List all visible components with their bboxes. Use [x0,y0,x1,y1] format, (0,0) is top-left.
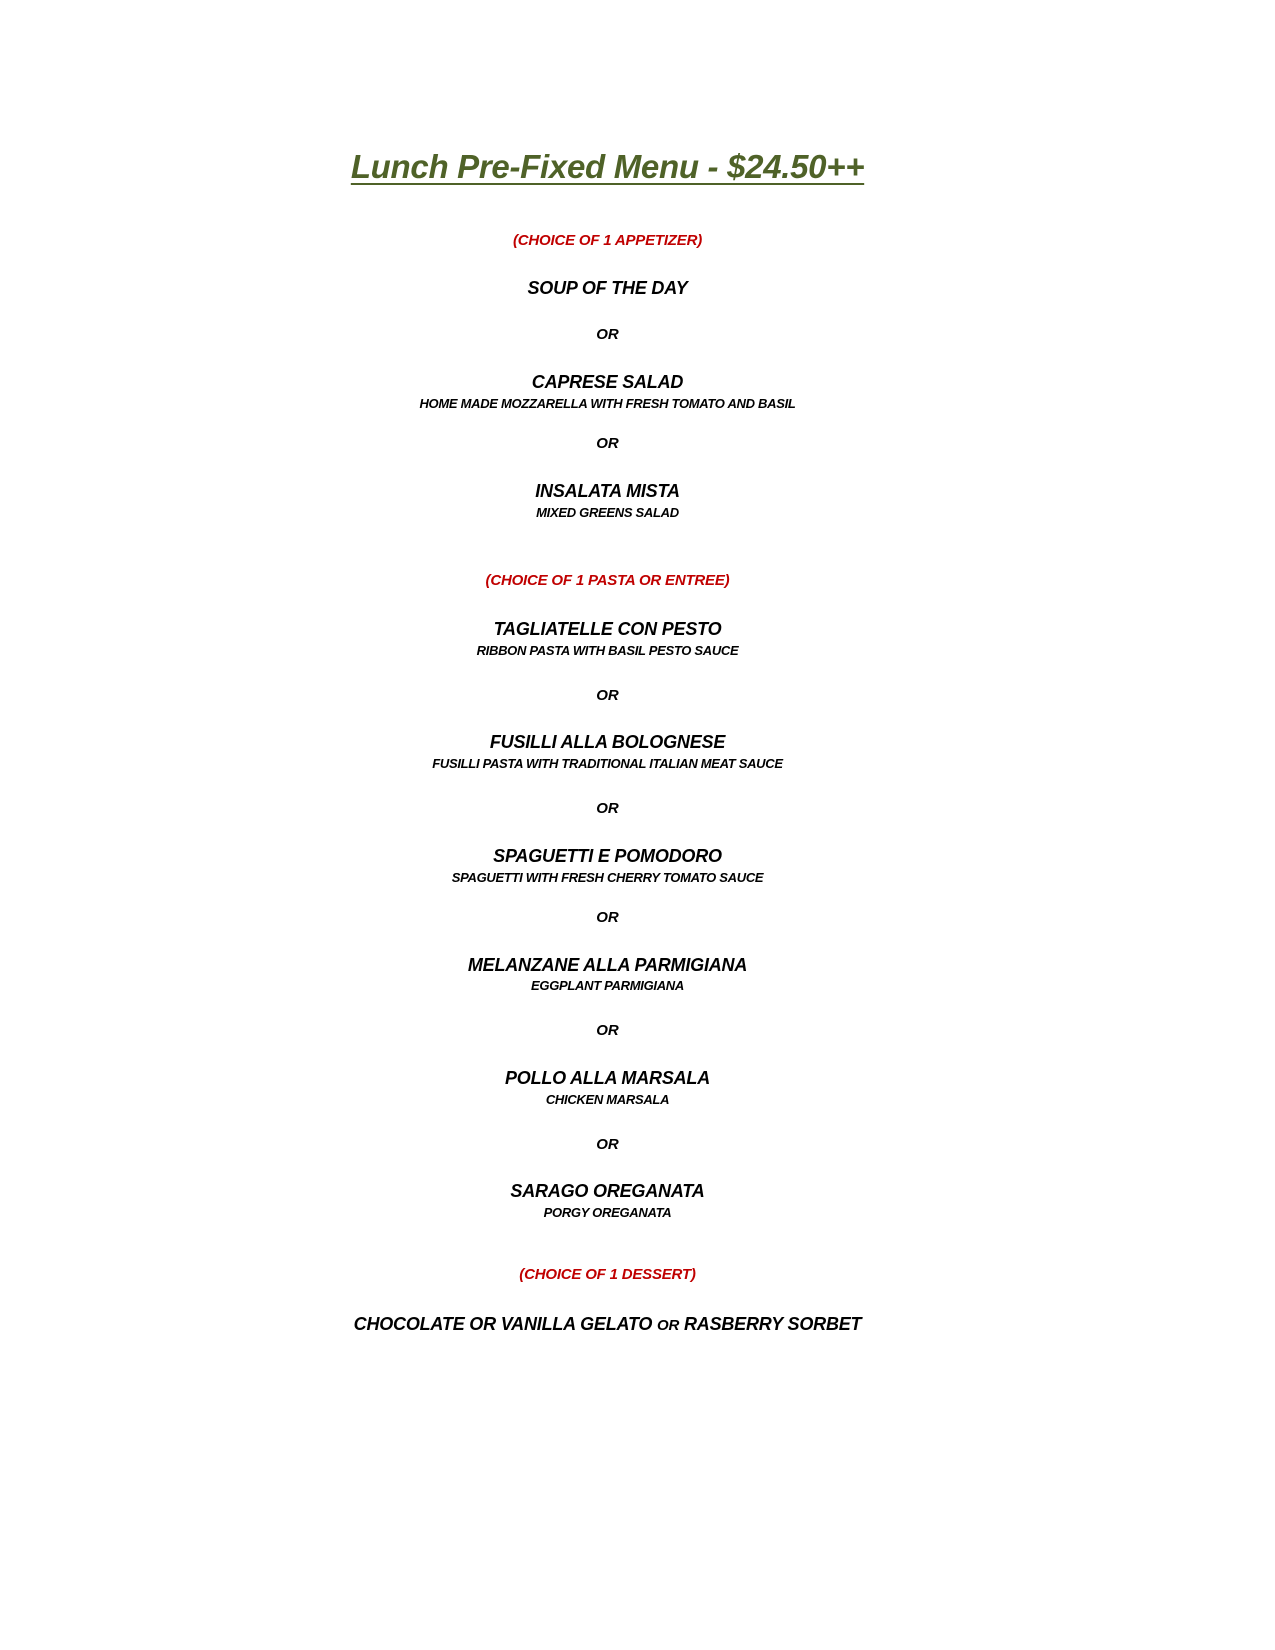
entree-item-name: TAGLIATELLE CON PESTO [493,619,722,639]
entree-item-description: FUSILLI PASTA WITH TRADITIONAL ITALIAN MEAT SAUCE [432,756,783,771]
or-separator: OR [596,909,619,926]
appetizer-item-name: CAPRESE SALAD [531,372,684,392]
entree-item-description: CHICKEN MARSALA [545,1092,670,1107]
or-separator: OR [596,800,619,817]
appetizer-item-name: SOUP OF THE DAY [527,278,688,298]
entree-item-description: EGGPLANT PARMIGIANA [531,978,684,993]
appetizer-item-name: INSALATA MISTA [535,481,680,501]
entree-item-name: SARAGO OREGANATA [510,1181,705,1201]
dessert-option-sorbet: RASBERRY SORBET [683,1314,862,1334]
dessert-choices [0,1314,1245,1335]
appetizer-item-description: HOME MADE MOZZARELLA WITH FRESH TOMATO AND BASIL [419,396,796,411]
dessert-heading: (CHOICE OF 1 DESSERT) [519,1266,696,1283]
or-separator: OR [596,326,619,343]
entree-heading: (CHOICE OF 1 PASTA OR ENTREE) [485,572,730,589]
entree-item-description: RIBBON PASTA WITH BASIL PESTO SAUCE [476,643,739,658]
entree-item-name: MELANZANE ALLA PARMIGIANA [467,955,748,975]
appetizer-heading: (CHOICE OF 1 APPETIZER) [512,232,703,249]
or-separator: OR [596,1136,619,1153]
entree-item-name: FUSILLI ALLA BOLOGNESE [489,732,726,752]
or-separator: OR [596,1022,619,1039]
entree-item-description: SPAGUETTI WITH FRESH CHERRY TOMATO SAUCE [451,870,764,885]
menu-title: Lunch Pre-Fixed Menu - $24.50++ [350,148,865,185]
dessert-option-gelato: CHOCOLATE OR VANILLA GELATO [353,1314,653,1334]
appetizer-item-description: MIXED GREENS SALAD [536,505,679,520]
or-separator: OR [596,687,619,704]
or-separator: OR [596,435,619,452]
entree-item-name: POLLO ALLA MARSALA [504,1068,711,1088]
dessert-or-separator: OR [657,1317,680,1334]
entree-item-description: PORGY OREGANATA [543,1205,672,1220]
entree-item-name: SPAGUETTI E POMODORO [493,846,722,866]
